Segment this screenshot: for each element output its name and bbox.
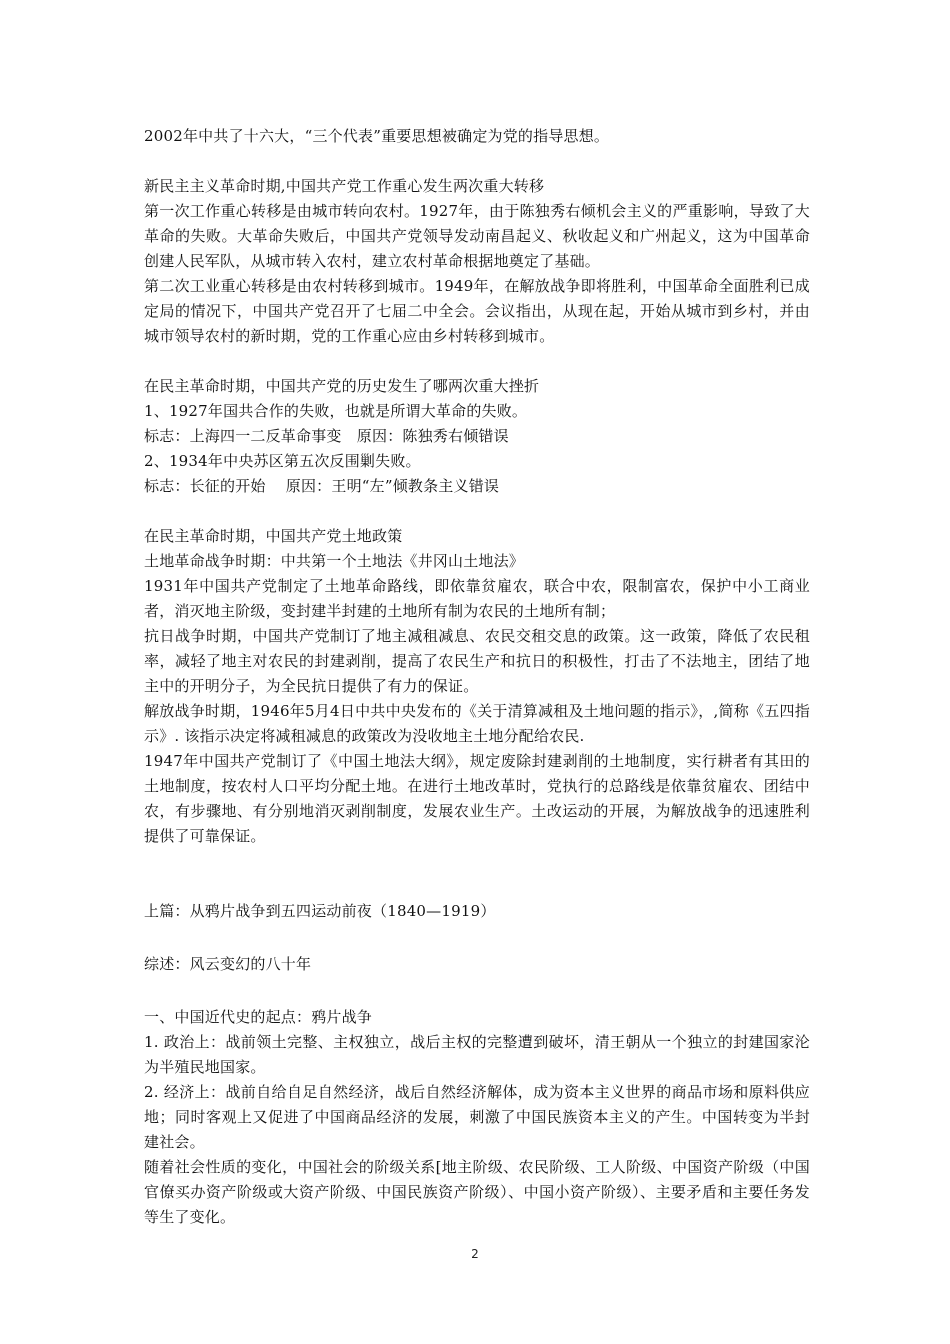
spacer bbox=[144, 349, 810, 374]
land-policy-paragraph-3: 抗日战争时期，中国共产党制订了地主减租减息、农民交租交息的政策。这一政策，降低了农民租率，减轻了地主对农民的封建剥削，提高了农民生产和抗日的积极性，打击了不法地主，团结了地主中的开明分子，为全民抗日提供了有力的保证。 bbox=[144, 627, 810, 695]
land-policy-paragraph-4: 解放战争时期，1946年5月4日中共中央发布的《关于清算减租及土地问题的指示》，,简称《五四指示》. 该指示决定将减租减息的政策改为没收地主土地分配给农民. bbox=[144, 702, 810, 745]
land-policy-paragraph-1: 土地革命战争时期：中共第一个土地法《井冈山土地法》 bbox=[144, 552, 525, 570]
intro-paragraph: 2002年中共了十六大，“三个代表”重要思想被确定为党的指导思想。 bbox=[144, 127, 610, 145]
land-policy-paragraph-2: 1931年中国共产党制定了土地革命路线，即依靠贫雇农，联合中农，限制富农，保护中小工商业者，消灭地主阶级，变封建半封建的土地所有制为农民的土地所有制； bbox=[144, 577, 810, 620]
setbacks-item-1-sign: 标志：上海四一二反革命事变 原因：陈独秀右倾错误 bbox=[144, 427, 509, 445]
work-shift-heading: 新民主主义革命时期,中国共产党工作重心发生两次重大转移 bbox=[144, 177, 545, 195]
spacer bbox=[144, 499, 810, 524]
chapter-1-point-3: 随着社会性质的变化，中国社会的阶级关系[地主阶级、农民阶级、工人阶级、中国资产阶级（中国官僚买办资产阶级或大资产阶级、中国民族资产阶级）、中国小资产阶级）、主要矛盾和主要任务发等生了变化。 bbox=[144, 1158, 810, 1226]
work-shift-paragraph-2: 第二次工业重心转移是由农村转移到城市。1949年，在解放战争即将胜利，中国革命全面胜利已成定局的情况下，中国共产党召开了七届二中全会。会议指出，从现在起，开始从城市到乡村，并由城市领导农村的新时期，党的工作重心应由乡村转移到城市。 bbox=[144, 277, 810, 345]
setbacks-item-2: 2、1934年中央苏区第五次反围剿失败。 bbox=[144, 452, 421, 470]
work-shift-paragraph-1: 第一次工作重心转移是由城市转向农村。1927年，由于陈独秀右倾机会主义的严重影响，导致了大革命的失败。大革命失败后，中国共产党领导发动南昌起义、秋收起义和广州起义，这为中国革命创建人民军队，从城市转入农村，建立农村革命根据地奠定了基础。 bbox=[144, 202, 810, 270]
chapter-1-point-2: 2. 经济上：战前自给自足自然经济，战后自然经济解体，成为资本主义世界的商品市场和原料供应地；同时客观上又促进了中国商品经济的发展，刺激了中国民族资本主义的产生。中国转变为半封建社会。 bbox=[144, 1083, 810, 1151]
setbacks-heading: 在民主革命时期，中国共产党的历史发生了哪两次重大挫折 bbox=[144, 377, 540, 395]
chapter-1-heading: 一、中国近代史的起点：鸦片战争 bbox=[144, 1008, 373, 1026]
spacer bbox=[144, 924, 810, 952]
land-policy-heading: 在民主革命时期，中国共产党土地政策 bbox=[144, 527, 403, 545]
land-policy-paragraph-5: 1947年中国共产党制订了《中国土地法大纲》，规定废除封建剥削的土地制度，实行耕者有其田的土地制度，按农村人口平均分配土地。在进行土地改革时，党执行的总路线是依靠贫雇农、团结中农，有步骤地、有分别地消灭剥削制度，发展农业生产。土改运动的开展，为解放战争的迅速胜利提供了可靠保证。 bbox=[144, 752, 810, 845]
spacer bbox=[144, 849, 810, 899]
setbacks-item-1: 1、1927年国共合作的失败，也就是所谓大革命的失败。 bbox=[144, 402, 528, 420]
spacer bbox=[144, 149, 810, 174]
chapter-1-point-1: 1. 政治上：战前领土完整、主权独立，战后主权的完整遭到破坏，清王朝从一个独立的封建国家沦为半殖民地国家。 bbox=[144, 1033, 810, 1076]
page-number: 2 bbox=[471, 1247, 479, 1261]
spacer bbox=[144, 977, 810, 1005]
document-body bbox=[144, 124, 810, 1230]
part-one-title: 上篇：从鸦片战争到五四运动前夜（1840—1919） bbox=[144, 902, 496, 920]
part-one-summary: 综述：风云变幻的八十年 bbox=[144, 955, 312, 973]
setbacks-item-2-sign: 标志：长征的开始 原因：王明“左”倾教条主义错误 bbox=[144, 477, 500, 495]
